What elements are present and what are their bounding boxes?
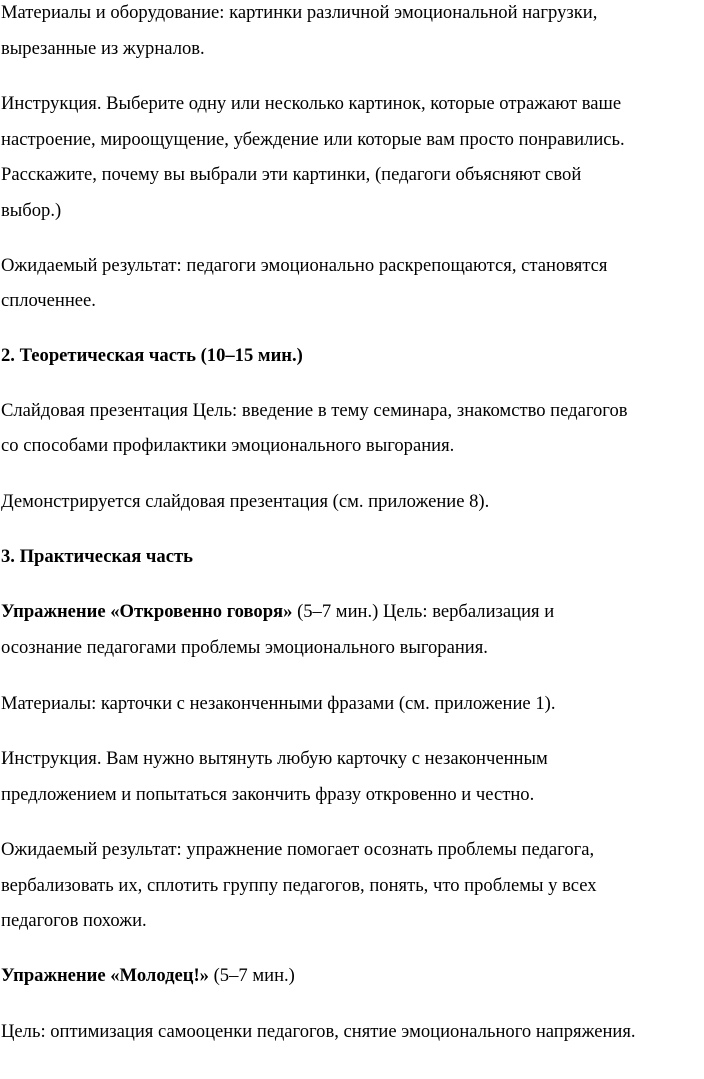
- section-heading-theory-text: 2. Теоретическая часть (10–15 мин.): [1, 345, 303, 366]
- exercise-well-done-rest: (5–7 мин.): [208, 965, 295, 986]
- cards-instruction-line-2: предложением и попытаться закончить фразу откровенно и честно.: [1, 784, 535, 805]
- exercise-frankly-line-2: осознание педагогами проблемы эмоционального выгорания.: [1, 637, 488, 658]
- exercise-frankly-title: Упражнение «Откровенно говоря»: [1, 601, 293, 622]
- cards-materials-line: Материалы: карточки с незаконченными фразами (см. приложение 1).: [1, 693, 556, 714]
- instruction-line-4: выбор.): [1, 200, 62, 221]
- exercise-result-line-2: вербализовать их, сплотить группу педагогов, понять, что проблемы у всех: [1, 875, 597, 896]
- instruction-line-2: настроение, мироощущение, убеждение или которые вам просто понравились.: [1, 129, 625, 150]
- exercise-frankly-line-1: [1, 594, 554, 630]
- instruction-line-1: Инструкция. Выберите одну или несколько картинок, которые отражают ваше: [1, 93, 622, 114]
- slide-presentation-line-1: Слайдовая презентация Цель: введение в тему семинара, знакомство педагогов: [1, 400, 628, 421]
- exercise-result-line-1: Ожидаемый результат: упражнение помогает осознать проблемы педагога,: [1, 839, 595, 860]
- instruction-line-3: Расскажите, почему вы выбрали эти картинки, (педагоги объясняют свой: [1, 164, 582, 185]
- cards-instruction-line-1: Инструкция. Вам нужно вытянуть любую карточку с незаконченным: [1, 748, 548, 769]
- goal-line: Цель: оптимизация самооценки педагогов, снятие эмоционального напряжения.: [1, 1021, 636, 1042]
- exercise-well-done-title: Упражнение «Молодец!»: [1, 965, 209, 986]
- materials-line-2: вырезанные из журналов.: [1, 38, 205, 59]
- exercise-well-done-line: [1, 958, 295, 994]
- materials-line-1: Материалы и оборудование: картинки различной эмоциональной нагрузки,: [1, 2, 598, 23]
- section-heading-practice: [1, 539, 193, 575]
- exercise-result-line-3: педагогов похожи.: [1, 910, 147, 931]
- section-heading-practice-text: 3. Практическая часть: [1, 546, 193, 567]
- slide-presentation-line-2: со способами профилактики эмоционального выгорания.: [1, 435, 455, 456]
- demonstration-line: Демонстрируется слайдовая презентация (см. приложение 8).: [1, 491, 490, 512]
- exercise-frankly-rest: (5–7 мин.) Цель: вербализация и: [292, 601, 555, 622]
- section-heading-theory: [1, 338, 303, 374]
- expected-result-line-2: сплоченнее.: [1, 290, 96, 311]
- expected-result-line-1: Ожидаемый результат: педагоги эмоционально раскрепощаются, становятся: [1, 255, 608, 276]
